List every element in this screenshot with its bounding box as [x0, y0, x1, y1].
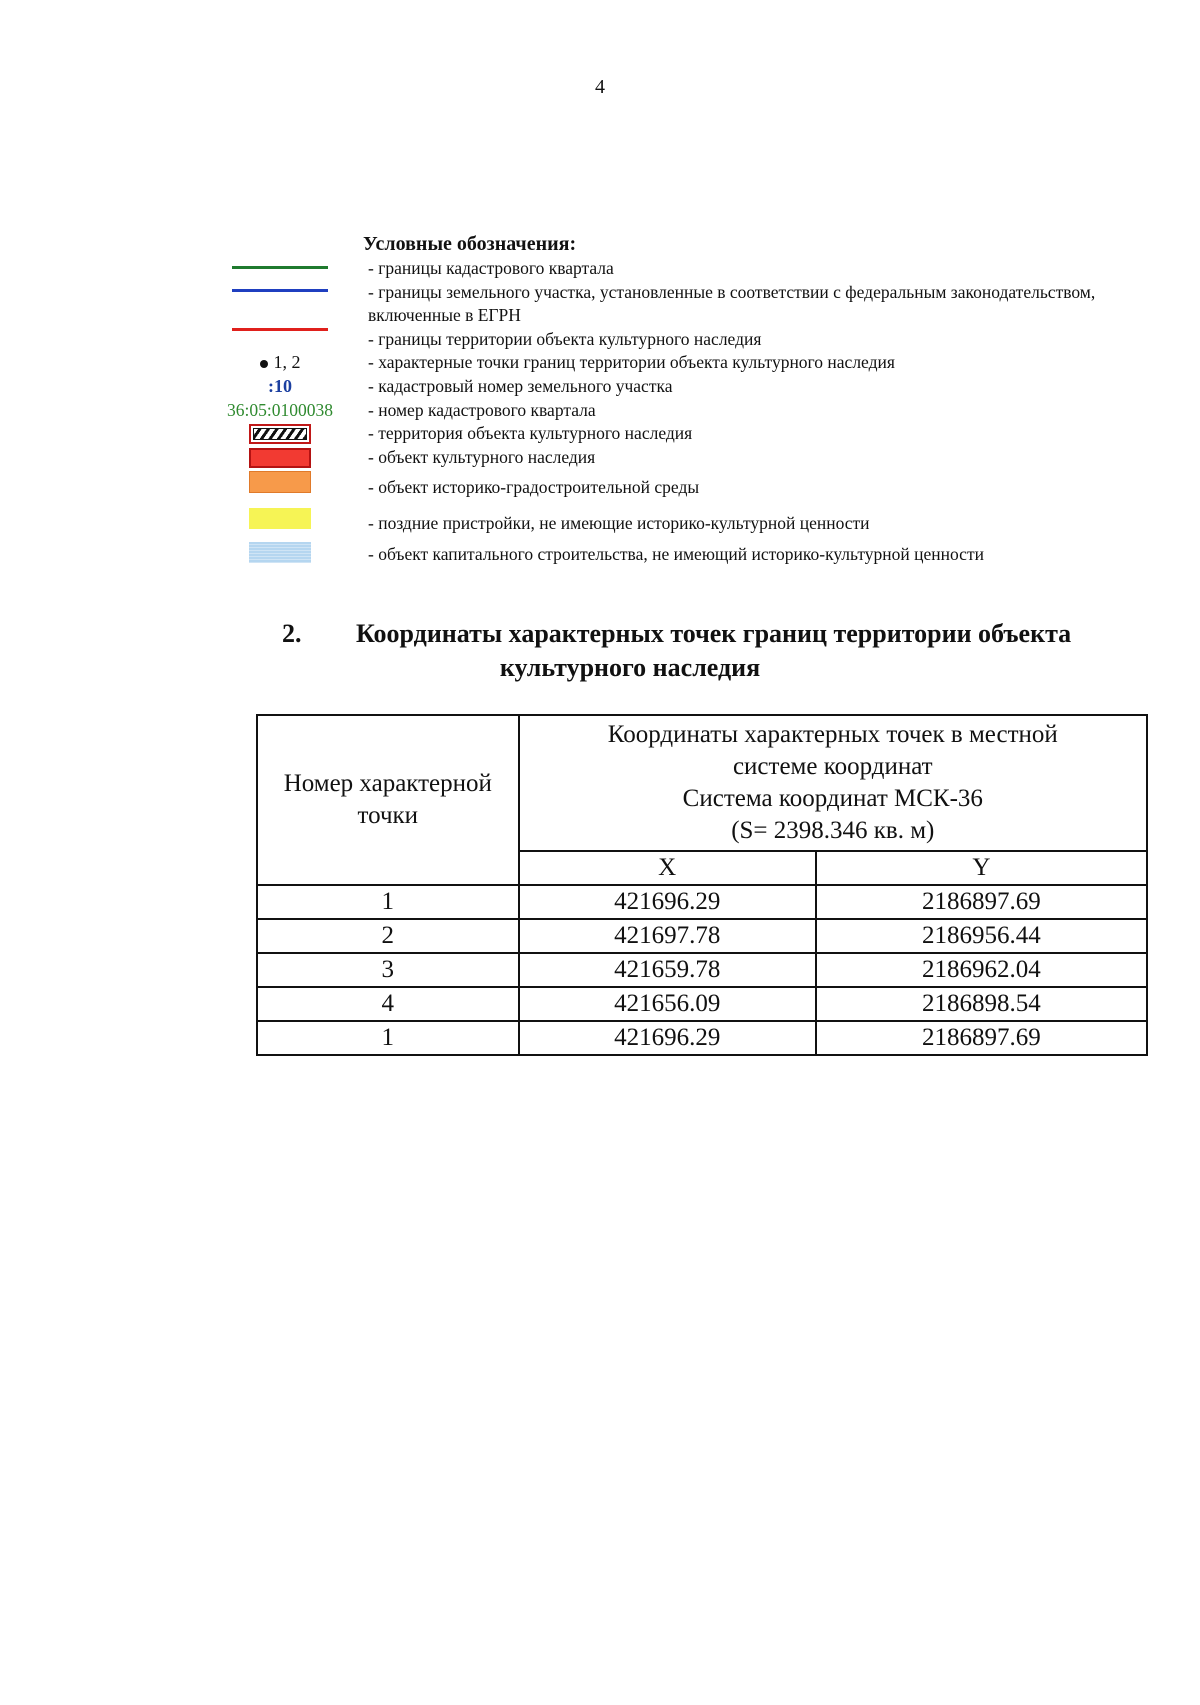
table-row	[257, 919, 1147, 953]
legend-item-text: - кадастровый номер земельного участка	[368, 376, 673, 396]
legend-title: Условные обозначения:	[363, 233, 577, 255]
quarter-label-symbol: 36:05:0100038	[227, 400, 333, 420]
coordinates-header-line: Координаты характерных точек в местной	[607, 721, 1058, 748]
legend-item-text: - территория объекта культурного наследия	[368, 423, 693, 443]
blue-line-symbol	[215, 287, 345, 293]
point-number-cell: 3	[257, 953, 519, 987]
point-number-cell: 1	[257, 885, 519, 919]
section-title-line-2: культурного наследия	[499, 653, 761, 682]
legend-item-text: - поздние пристройки, не имеющие историко-культурной ценности	[368, 513, 870, 533]
y-cell: 2186897.69	[816, 1021, 1147, 1055]
section-number: 2.	[282, 619, 302, 648]
orange-box-symbol	[215, 470, 345, 494]
table-row	[257, 1021, 1147, 1055]
x-cell: 421696.29	[519, 885, 816, 919]
green-line-symbol	[215, 264, 345, 270]
y-cell: 2186897.69	[816, 885, 1147, 919]
table-row	[257, 953, 1147, 987]
legend-item-text: - объект культурного наследия	[368, 447, 596, 467]
x-cell: 421697.78	[519, 919, 816, 953]
red-line-symbol	[215, 326, 345, 332]
x-header: X	[519, 851, 816, 885]
coordinates-table	[256, 714, 1148, 1056]
point-number-cell: 2	[257, 919, 519, 953]
table-header-row	[257, 715, 1147, 851]
hatched-box-symbol	[215, 423, 345, 445]
coordinates-header-line: системе координат	[732, 753, 933, 780]
point-dot-icon	[260, 360, 268, 368]
y-header: Y	[816, 851, 1147, 885]
y-cell: 2186962.04	[816, 953, 1147, 987]
page-number: 4	[595, 76, 605, 98]
x-cell: 421659.78	[519, 953, 816, 987]
legend-item-text: - границы земельного участка, установленные в соответствии с федеральным законодательством, включенные в ЕГРН	[368, 282, 1096, 325]
parcel-label-symbol: :10	[268, 376, 292, 396]
legend-item-text: - номер кадастрового квартала	[368, 400, 596, 420]
point-symbol: 1, 2	[215, 351, 345, 374]
red-box-symbol	[215, 447, 345, 469]
x-cell: 421656.09	[519, 987, 816, 1021]
coordinates-header	[519, 715, 1147, 851]
yellow-box-symbol	[215, 506, 345, 530]
legend-item-text: - объект историко-градостроительной среды	[368, 477, 700, 497]
legend-item-text: - объект капитального строительства, не имеющий историко-культурной ценности	[368, 544, 984, 564]
coordinates-header-line: (S= 2398.346 кв. м)	[731, 817, 935, 844]
coordinates-header-line: Система координат МСК-36	[682, 785, 983, 812]
section-title-line-1: Координаты характерных точек границ территории объекта	[356, 619, 1072, 648]
legend-item-text: - границы территории объекта культурного наследия	[368, 329, 762, 349]
x-cell: 421696.29	[519, 1021, 816, 1055]
blue-box-symbol	[215, 540, 345, 564]
point-number-cell: 4	[257, 987, 519, 1021]
point-number-header: Номер характерной точки	[257, 715, 519, 885]
legend-item-text: - характерные точки границ территории объекта культурного наследия	[368, 352, 895, 372]
point-number-cell: 1	[257, 1021, 519, 1055]
table-row	[257, 885, 1147, 919]
legend-item-text: - границы кадастрового квартала	[368, 258, 614, 278]
y-cell: 2186898.54	[816, 987, 1147, 1021]
y-cell: 2186956.44	[816, 919, 1147, 953]
table-row	[257, 987, 1147, 1021]
